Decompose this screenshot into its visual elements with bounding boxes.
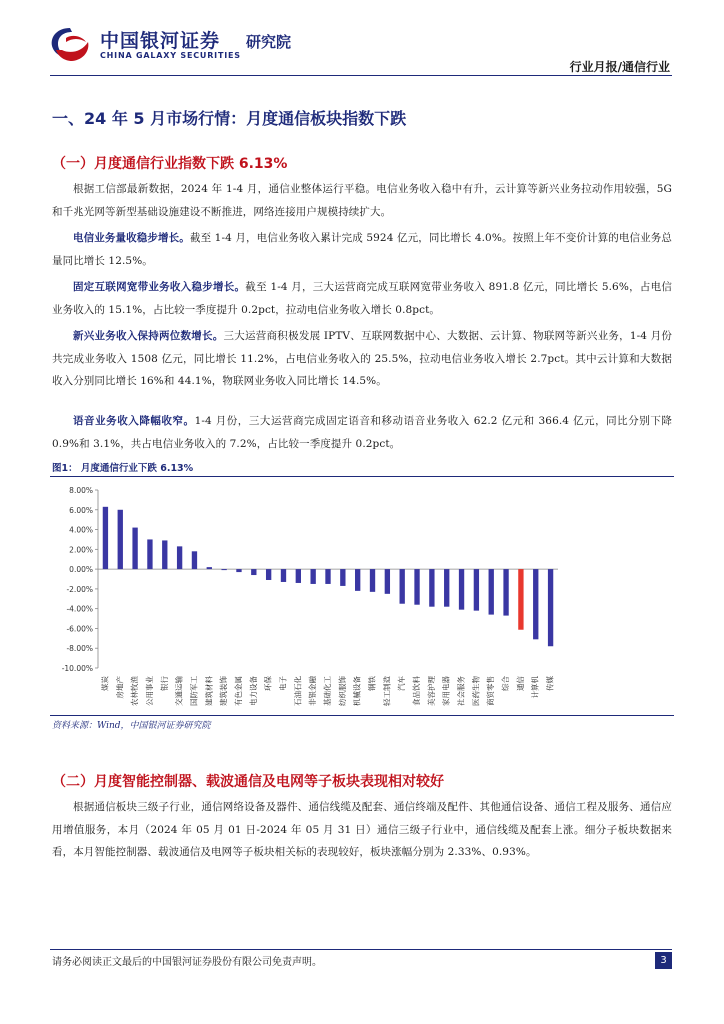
x-tick-label: 传媒 (545, 676, 555, 691)
x-tick-label: 通信 (515, 676, 525, 691)
bar-汽车 (400, 569, 405, 604)
paragraph-broadband (52, 276, 672, 321)
section-title: 一、24 年 5 月市场行情：月度通信板块指数下跌 (52, 109, 407, 128)
x-tick-label: 非银金融 (308, 676, 318, 706)
bar-建筑装饰 (221, 569, 226, 570)
bar-医药生物 (474, 569, 479, 611)
bar-非银金融 (310, 569, 315, 584)
bar-石油石化 (296, 569, 301, 583)
bar-银行 (162, 540, 167, 569)
x-tick-label: 医药生物 (471, 676, 481, 706)
paragraph-emerging (52, 325, 672, 393)
x-tick-label: 商贸零售 (486, 676, 496, 706)
figure-top-rule (50, 476, 674, 477)
x-tick-label: 农林牧渔 (130, 676, 140, 706)
x-tick-label: 房地产 (115, 676, 125, 699)
paragraph-telecom-revenue (52, 227, 672, 272)
x-tick-label: 机械设备 (352, 676, 362, 706)
paragraph-intro (52, 178, 672, 223)
bar-房地产 (118, 510, 123, 569)
figure-bottom-rule (50, 715, 674, 716)
bar-计算机 (533, 569, 538, 639)
x-tick-label: 社会服务 (456, 676, 466, 706)
x-tick-label: 煤炭 (100, 676, 110, 691)
bar-钢铁 (370, 569, 375, 592)
paragraph-text: 根据通信板块三级子行业，通信网络设备及器件、通信线缆及配套、通信终端及配件、其他通信设备、通信工程及服务、通信应用增值服务，本月（2024 年 05 月 01 日-2024 年 05 月 31 日）通信三级子行业中，通信线缆及配套上涨。细分子板块数据来看，本月智能控制器、载波通信及电网等子板块相关标的表现较好，板块涨幅分别为 2.33%、0.93%。 (52, 801, 672, 858)
x-tick-label: 纺织服饰 (337, 676, 347, 706)
bar-电子 (281, 569, 286, 582)
bar-电力设备 (251, 569, 256, 575)
industry-return-bar-chart (50, 478, 674, 714)
bar-家用电器 (444, 569, 449, 607)
paragraph-text: 1-4 月份，三大运营商完成固定语音和移动语音业务收入 62.2 亿元和 366.4 亿元，同比分别下降 0.9%和 3.1%，共占电信业务收入的 7.2%，占比较一季度提升 0.2pct。 (52, 415, 672, 450)
page-number: 3 (655, 952, 672, 969)
report-type-label: 行业月报/通信行业 (569, 60, 670, 74)
figure-source: 资料来源：Wind，中国银河证券研究院 (52, 721, 211, 731)
y-tick-label: -2.00% (66, 584, 93, 594)
galaxy-logo-icon (48, 24, 92, 64)
x-tick-label: 食品饮料 (412, 676, 422, 706)
paragraph-voice (52, 410, 672, 455)
x-tick-label: 基础化工 (323, 676, 332, 706)
paragraph-lead: 语音业务收入降幅收窄。 (73, 415, 195, 427)
bar-轻工制造 (385, 569, 390, 594)
brand-name-cn: 中国银河证券 (100, 30, 221, 52)
y-tick-label: 6.00% (69, 505, 93, 515)
bar-国防军工 (192, 551, 197, 569)
bar-商贸零售 (489, 569, 494, 614)
x-tick-label: 交通运输 (174, 676, 184, 706)
y-tick-label: -4.00% (66, 604, 93, 614)
bar-机械设备 (355, 569, 360, 591)
x-tick-label: 银行 (159, 676, 169, 691)
y-tick-label: -8.00% (66, 644, 93, 654)
x-tick-label: 环保 (263, 676, 273, 691)
y-tick-label: -10.00% (61, 664, 93, 673)
x-tick-label: 有色金属 (233, 676, 243, 706)
y-tick-label: -6.00% (66, 624, 93, 634)
bar-食品饮料 (414, 569, 419, 605)
bar-通信 (518, 569, 523, 630)
x-tick-label: 国防军工 (189, 676, 199, 706)
figure-title: 图1： 月度通信行业下跌 6.13% (52, 463, 194, 474)
paragraph-text: 截至 1-4 月，三大运营商完成互联网宽带业务收入 891.8 亿元，同比增长 5.6%，占电信业务收入的 15.1%，占比较一季度提升 0.2pct，拉动电信业务收入增长 0.8pct。 (52, 281, 672, 316)
bar-有色金属 (236, 569, 241, 572)
bar-煤炭 (103, 507, 108, 569)
bar-美容护理 (429, 569, 434, 607)
paragraph-lead: 固定互联网宽带业务收入稳步增长。 (73, 281, 246, 293)
paragraph-text: 截至 1-4 月，电信业务收入累计完成 5924 亿元，同比增长 4.0%。按照上年不变价计算的电信业务总量同比增长 12.5%。 (52, 232, 672, 267)
bar-环保 (266, 569, 271, 580)
bar-社会服务 (459, 569, 464, 610)
bar-交通运输 (177, 546, 182, 569)
x-tick-label: 建筑材料 (204, 676, 214, 706)
x-tick-label: 家用电器 (441, 676, 451, 706)
subsection-title-2: （二）月度智能控制器、载波通信及电网等子板块表现相对较好 (52, 774, 444, 790)
y-tick-label: 4.00% (69, 525, 93, 535)
y-tick-label: 2.00% (69, 545, 93, 555)
footer-disclaimer: 请务必阅读正文最后的中国银河证券股份有限公司免责声明。 (52, 957, 322, 968)
x-tick-label: 计算机 (530, 676, 540, 699)
x-tick-label: 建筑装饰 (219, 676, 229, 706)
paragraph-text: 根据工信部最新数据，2024 年 1-4 月，通信业整体运行平稳。电信业务收入稳中有升，云计算等新兴业务拉动作用较强，5G 和千兆光网等新型基础设施建设不断推进，网络连接用户规模持续扩大。 (52, 183, 672, 218)
header-divider (50, 75, 672, 76)
footer-divider (50, 949, 672, 950)
y-tick-label: 8.00% (69, 486, 93, 495)
bar-综合 (503, 569, 508, 615)
y-tick-label: 0.00% (69, 565, 93, 575)
x-tick-label: 公用事业 (144, 676, 154, 706)
paragraph-text: 三大运营商积极发展 IPTV、互联网数据中心、大数据、云计算、物联网等新兴业务，1-4 月份共完成业务收入 1508 亿元，同比增长 11.2%，占电信业务收入的 25.5%，拉动电信业务收入增长 2.7pct。其中云计算和大数据收入分别同比增长 16%和 44.1%，物联网业务收入同比增长 14.5%。 (52, 330, 672, 387)
subsection-title-1: （一）月度通信行业指数下跌 6.13% (52, 156, 288, 172)
x-tick-label: 电子 (278, 676, 288, 691)
x-tick-label: 钢铁 (367, 676, 377, 691)
brand-subtitle: 研究院 (246, 33, 292, 51)
x-tick-label: 美容护理 (426, 676, 436, 706)
x-tick-label: 电力设备 (248, 676, 258, 706)
bar-公用事业 (147, 539, 152, 569)
bar-建筑材料 (207, 567, 212, 569)
x-tick-label: 轻工制造 (382, 676, 392, 706)
paragraph-lead: 电信业务量收稳步增长。 (73, 232, 190, 244)
brand-name-en: CHINA GALAXY SECURITIES (100, 51, 241, 60)
x-tick-label: 汽车 (397, 676, 407, 691)
x-tick-label: 综合 (501, 676, 511, 691)
bar-农林牧渔 (132, 528, 137, 570)
x-tick-label: 石油石化 (293, 676, 303, 706)
bar-传媒 (548, 569, 553, 646)
paragraph-subsectors (52, 796, 672, 864)
paragraph-lead: 新兴业务收入保持两位数增长。 (73, 330, 224, 342)
bar-纺织服饰 (340, 569, 345, 586)
bar-基础化工 (325, 569, 330, 584)
